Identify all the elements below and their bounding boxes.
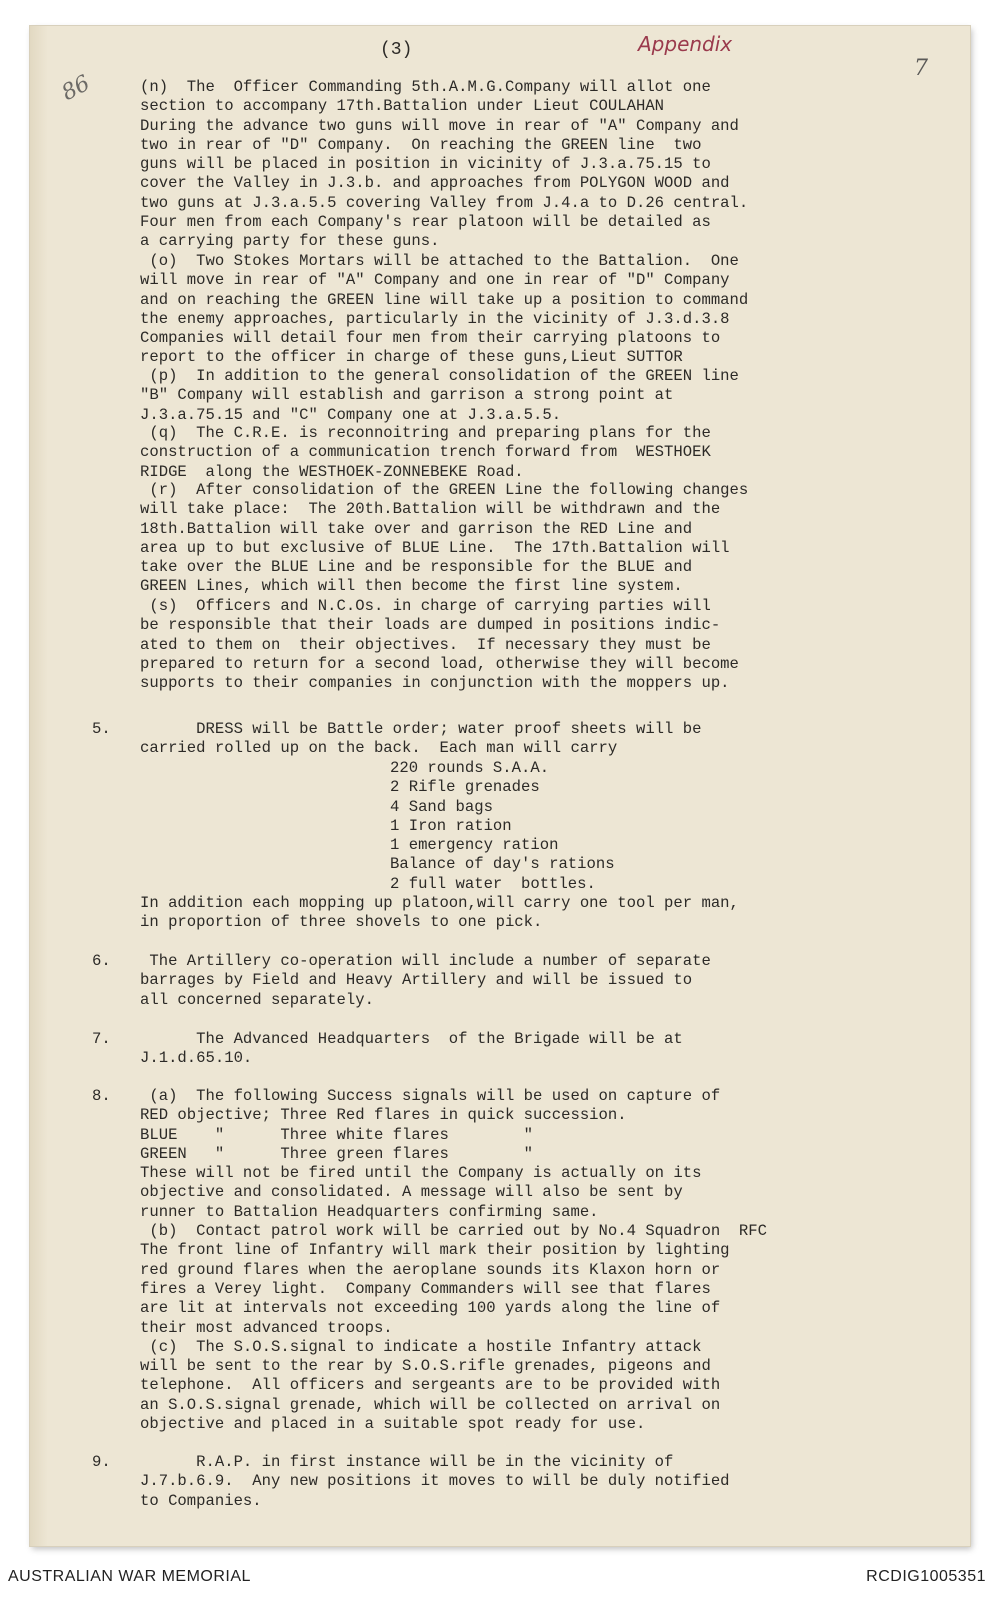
text-line: (s) Officers and N.C.Os. in charge of carrying parties will [140, 597, 711, 615]
text-line: are lit at intervals not exceeding 100 yards along the line of [140, 1299, 721, 1318]
text-line: ated to them on their objectives. If necessary they must be [140, 635, 711, 654]
section-7-number: 7. [92, 1030, 111, 1048]
text-line: prepared to return for a second load, otherwise they will become [140, 654, 739, 673]
text-line: The Advanced Headquarters of the Brigade will be at [140, 1030, 683, 1048]
text-line: J.3.a.75.15 and "C" Company one at J.3.a.5.5. [140, 405, 562, 424]
text-line: RED objective; Three Red flares in quick succession. [140, 1106, 627, 1125]
text-line: will take place: The 20th.Battalion will be withdrawn and the [140, 500, 721, 519]
text-line: to Companies. [140, 1491, 262, 1510]
text-line: telephone. All officers and sergeants are to be provided with [140, 1376, 721, 1395]
text-line: 2 full water bottles. [390, 874, 596, 893]
text-line: BLUE " Three white flares " [140, 1125, 534, 1144]
text-line: section to accompany 17th.Battalion under Lieut COULAHAN [140, 97, 665, 116]
text-line: take over the BLUE Line and be responsible for the BLUE and [140, 558, 693, 577]
text-line: and on reaching the GREEN line will take up a position to command [140, 290, 749, 309]
text-line: The front line of Infantry will mark their position by lighting [140, 1241, 730, 1260]
text-line: 18th.Battalion will take over and garrison the RED Line and [140, 519, 693, 538]
footer-record-id: RCDIG1005351 [866, 1568, 986, 1585]
paragraph-n [140, 78, 920, 252]
text-line: be responsible that their loads are dumped in positions indic- [140, 616, 721, 635]
text-line: Balance of day's rations [390, 855, 615, 874]
section-7-text [140, 1030, 920, 1069]
text-line: These will not be fired until the Company is actually on its [140, 1164, 702, 1183]
text-line: runner to Battalion Headquarters confirming same. [140, 1202, 599, 1221]
folio-mark-left: 86 [57, 70, 95, 107]
appendix-annotation: Appendix [638, 32, 733, 56]
text-line: will be sent to the rear by S.O.S.rifle grenades, pigeons and [140, 1357, 711, 1376]
section-6-text [140, 952, 920, 1010]
page-number: (3) [380, 40, 413, 60]
text-line: In addition each mopping up platoon,will carry one tool per man, [140, 894, 739, 912]
text-line: J.1.d.65.10. [140, 1049, 253, 1068]
text-line: Companies will detail four men from their carrying platoons to [140, 329, 721, 348]
text-line: supports to their companies in conjunction with the moppers up. [140, 674, 730, 693]
text-line: 1 Iron ration [390, 816, 512, 835]
section-9-number: 9. [92, 1453, 111, 1471]
text-line: cover the Valley in J.3.b. and approaches from POLYGON WOOD and [140, 174, 730, 193]
section-9-text [140, 1453, 920, 1511]
text-line: R.A.P. in first instance will be in the vicinity of [140, 1453, 674, 1471]
text-line: "B" Company will establish and garrison a strong point at [140, 386, 674, 405]
paragraph-s [140, 597, 920, 693]
footer-institution: AUSTRALIAN WAR MEMORIAL [8, 1568, 251, 1585]
text-line: red ground flares when the aeroplane sounds its Klaxon horn or [140, 1260, 721, 1279]
text-line: DRESS will be Battle order; water proof sheets will be [140, 720, 702, 738]
text-line: report to the officer in charge of these guns,Lieut SUTTOR [140, 348, 683, 367]
text-line: guns will be placed in position in vicinity of J.3.a.75.15 to [140, 155, 711, 174]
text-line: (p) In addition to the general consolidation of the GREEN line [140, 367, 739, 385]
text-line: (a) The following Success signals will be used on capture of [140, 1087, 721, 1105]
text-line: construction of a communication trench forward from WESTHOEK [140, 443, 711, 462]
text-line: objective and placed in a suitable spot ready for use. [140, 1415, 646, 1434]
text-line: in proportion of three shovels to one pick. [140, 913, 543, 932]
text-line: (o) Two Stokes Mortars will be attached to the Battalion. One [140, 252, 739, 270]
paragraph-p [140, 367, 920, 425]
text-line: The Artillery co-operation will include a number of separate [140, 952, 711, 970]
text-line: During the advance two guns will move in rear of "A" Company and [140, 116, 739, 135]
text-line: two guns at J.3.a.5.5 covering Valley from J.4.a to D.26 central. [140, 193, 749, 212]
section-5-after [140, 894, 920, 933]
section-8-number: 8. [92, 1087, 111, 1105]
text-line: 4 Sand bags [390, 797, 493, 816]
section-5-equipment-list [390, 759, 790, 894]
text-line: will move in rear of "A" Company and one in rear of "D" Company [140, 271, 730, 290]
folio-mark-right: 7 [914, 56, 928, 81]
text-line: barrages by Field and Heavy Artillery and will be issued to [140, 971, 693, 990]
text-line: the enemy approaches, particularly in the vicinity of J.3.d.3.8 [140, 309, 730, 328]
text-line: (q) The C.R.E. is reconnoitring and preparing plans for the [140, 424, 711, 442]
text-line: all concerned separately. [140, 990, 374, 1009]
text-line: carried rolled up on the back. Each man will carry [140, 739, 618, 758]
text-line: (b) Contact patrol work will be carried out by No.4 Squadron RFC [140, 1222, 767, 1241]
paragraph-r [140, 481, 920, 597]
paragraph-q [140, 424, 920, 482]
text-line: (n) The Officer Commanding 5th.A.M.G.Company will allot one [140, 78, 711, 96]
text-line: (r) After consolidation of the GREEN Line the following changes [140, 481, 749, 499]
text-line: RIDGE along the WESTHOEK-ZONNEBEKE Road. [140, 462, 524, 481]
text-line: objective and consolidated. A message will also be sent by [140, 1183, 683, 1202]
paragraph-o [140, 252, 920, 368]
text-line: 1 emergency ration [390, 836, 559, 855]
text-line: two in rear of "D" Company. On reaching the GREEN line two [140, 135, 702, 154]
section-8-text [140, 1087, 920, 1434]
text-line: fires a Verey light. Company Commanders will see that flares [140, 1279, 711, 1298]
text-line: GREEN " Three green flares " [140, 1144, 534, 1163]
text-line: area up to but exclusive of BLUE Line. The 17th.Battalion will [140, 538, 730, 557]
text-line: (c) The S.O.S.signal to indicate a hostile Infantry attack [140, 1337, 702, 1356]
text-line: their most advanced troops. [140, 1318, 393, 1337]
section-6-number: 6. [92, 952, 111, 970]
text-line: J.7.b.6.9. Any new positions it moves to will be duly notified [140, 1472, 730, 1491]
text-line: a carrying party for these guns. [140, 232, 440, 251]
text-line: Four men from each Company's rear platoon will be detailed as [140, 213, 711, 232]
text-line: 220 rounds S.A.A. [390, 759, 550, 777]
text-line: 2 Rifle grenades [390, 778, 540, 797]
text-line: GREEN Lines, which will then become the first line system. [140, 577, 683, 596]
text-line: an S.O.S.signal grenade, which will be collected on arrival on [140, 1395, 721, 1414]
section-5-text [140, 720, 920, 759]
section-5-number: 5. [92, 720, 111, 738]
